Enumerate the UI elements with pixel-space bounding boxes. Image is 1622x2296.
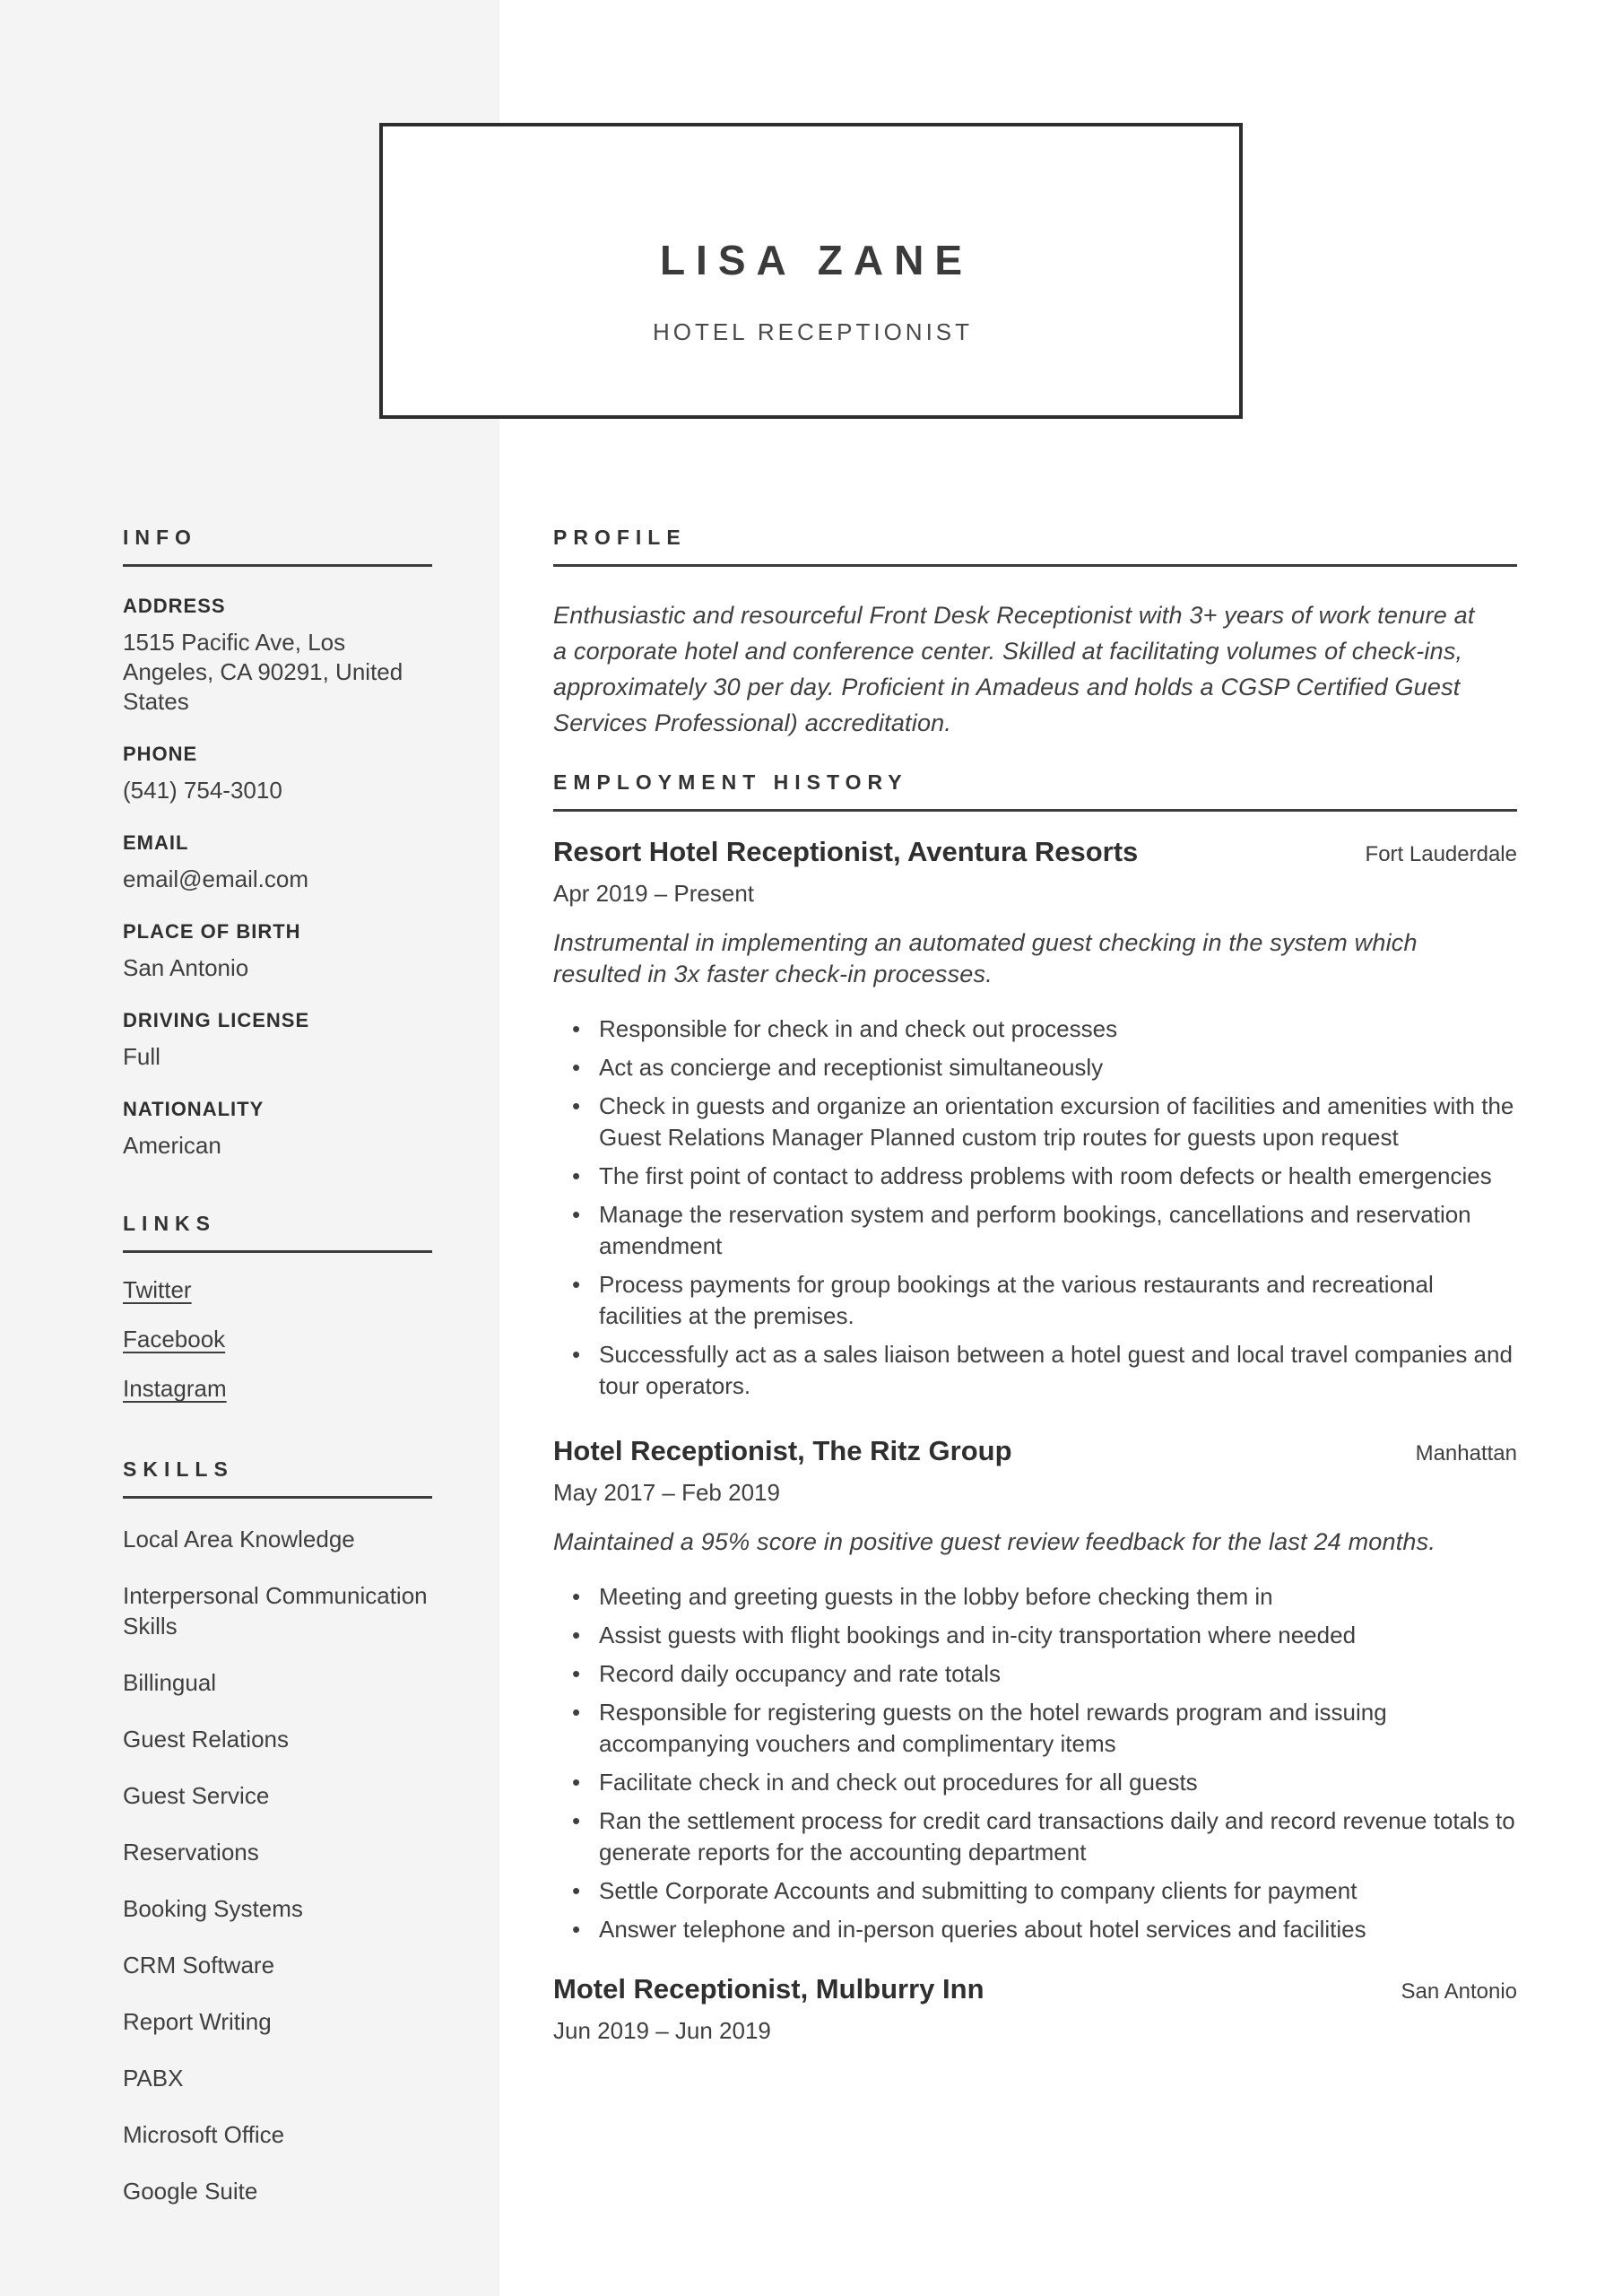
job-bullet (553, 1581, 1517, 1613)
bullet-text: Responsible for check in and check out processes (599, 1015, 1118, 1042)
job-bullet (553, 1767, 1517, 1798)
link-row (123, 1276, 432, 1326)
info-label: EMAIL (123, 831, 189, 854)
bullet-text: Successfully act as a sales liaison between a hotel guest and local travel companies and tour operators. (599, 1341, 1513, 1399)
job-bullet (553, 1805, 1517, 1868)
links-list (123, 1276, 432, 1424)
bullet-dot-icon: • (572, 1015, 581, 1042)
bullet-dot-icon: • (572, 1162, 581, 1189)
skill-item: Interpersonal Communication Skills (123, 1582, 428, 1639)
info-label: NATIONALITY (123, 1098, 265, 1120)
bullet-text: Settle Corporate Accounts and submitting to company clients for payment (599, 1877, 1357, 1904)
job-bullet (553, 1013, 1517, 1045)
profile-heading: PROFILE (553, 526, 687, 549)
info-label: PHONE (123, 743, 198, 765)
bullet-dot-icon: • (572, 1622, 581, 1648)
candidate-name: LISA ZANE (659, 236, 974, 283)
skill-item: Local Area Knowledge (123, 1526, 355, 1552)
bullet-text: Responsible for registering guests on the hotel rewards program and issuing accompanying vouchers and complimentary items (599, 1699, 1387, 1757)
bullet-text: Record daily occupancy and rate totals (599, 1660, 1002, 1687)
job-bullet (553, 1339, 1517, 1402)
job-bullets (553, 1581, 1517, 1945)
job-dates: May 2017 – Feb 2019 (553, 1479, 780, 1506)
main-column (553, 525, 1517, 2045)
info-group (123, 919, 432, 983)
skills-rule (123, 1496, 432, 1499)
job-bullet (553, 1269, 1517, 1332)
link-row (123, 1375, 432, 1424)
links-rule (123, 1250, 432, 1253)
employment-section (553, 770, 1517, 2045)
job-bullets (553, 1013, 1517, 1402)
link-row (123, 1326, 432, 1375)
job-location: San Antonio (1401, 1979, 1517, 2004)
profile-text: Enthusiastic and resourceful Front Desk Receptionist with 3+ years of work tenure at a corporate hotel and conference center. Skilled at facilitating volumes of check-ins, approximately 30 per day. Proficient in Amadeus and holds a CGSP Certified Guest Services Professional) accreditation. (553, 602, 1475, 736)
bullet-dot-icon: • (572, 1769, 581, 1796)
info-group (123, 1097, 432, 1161)
skill-item: Booking Systems (123, 1895, 303, 1922)
info-section (123, 525, 432, 1161)
bullet-dot-icon: • (572, 1583, 581, 1610)
skill-item: Reservations (123, 1839, 259, 1866)
info-label: PLACE OF BIRTH (123, 920, 301, 943)
job-title: Motel Receptionist, Mulburry Inn (553, 1973, 984, 2005)
job-location: Manhattan (1415, 1441, 1517, 1465)
bullet-text: Meeting and greeting guests in the lobby before checking them in (599, 1583, 1273, 1610)
bullet-dot-icon: • (572, 1699, 581, 1726)
name-header-box (379, 123, 1243, 419)
bullet-dot-icon: • (572, 1341, 581, 1368)
skills-section (123, 1457, 432, 2206)
employment-heading: EMPLOYMENT HISTORY (553, 770, 908, 794)
job-dates: Jun 2019 – Jun 2019 (553, 2017, 771, 2044)
job-entry (553, 1972, 1517, 2045)
candidate-role: HOTEL RECEPTIONIST (652, 317, 974, 345)
info-group (123, 1008, 432, 1072)
info-rule (123, 564, 432, 567)
bullet-text: The first point of contact to address problems with room defects or health emergencies (599, 1162, 1492, 1189)
bullet-text: Manage the reservation system and perform bookings, cancellations and reservation amendment (599, 1201, 1471, 1259)
job-bullet (553, 1091, 1517, 1153)
skill-item: Report Writing (123, 2008, 272, 2035)
bullet-text: Ran the settlement process for credit card transactions daily and record revenue totals to generate reports for the accounting department (599, 1807, 1515, 1866)
bullet-dot-icon: • (572, 1054, 581, 1081)
info-group (123, 594, 432, 717)
bullet-text: Assist guests with flight bookings and in-city transportation where needed (599, 1622, 1357, 1648)
job-bullet (553, 1052, 1517, 1083)
info-group (123, 742, 432, 805)
jobs-list (553, 835, 1517, 2045)
skill-item: Google Suite (123, 2178, 258, 2205)
skill-item: CRM Software (123, 1952, 275, 1979)
employment-rule (553, 809, 1517, 812)
job-summary: Instrumental in implementing an automated guest checking in the system which resulted in 3x faster check-in processes. (553, 929, 1418, 987)
bullet-text: Act as concierge and receptionist simultaneously (599, 1054, 1104, 1081)
info-label: ADDRESS (123, 595, 226, 617)
job-bullet (553, 1697, 1517, 1760)
skills-heading: SKILLS (123, 1457, 234, 1481)
bullet-dot-icon: • (572, 1916, 581, 1943)
info-value: San Antonio (123, 954, 249, 981)
bullet-dot-icon: • (572, 1092, 581, 1119)
job-title-row (553, 1434, 1517, 1471)
job-title: Hotel Receptionist, The Ritz Group (553, 1435, 1012, 1466)
links-heading: LINKS (123, 1212, 216, 1235)
info-heading: INFO (123, 526, 197, 549)
skill-item: Guest Relations (123, 1726, 289, 1752)
job-title-row (553, 1972, 1517, 2009)
profile-section (553, 525, 1517, 741)
social-link-facebook[interactable]: Facebook (123, 1326, 226, 1352)
social-link-instagram[interactable]: Instagram (123, 1375, 227, 1402)
info-value: Full (123, 1043, 160, 1070)
job-bullet (553, 1161, 1517, 1192)
info-value: email@email.com (123, 865, 308, 892)
job-bullet (553, 1199, 1517, 1262)
job-bullet (553, 1914, 1517, 1945)
job-bullet (553, 1875, 1517, 1907)
job-summary: Maintained a 95% score in positive guest review feedback for the last 24 months. (553, 1528, 1436, 1555)
info-value: 1515 Pacific Ave, Los Angeles, CA 90291, United States (123, 629, 403, 715)
bullet-dot-icon: • (572, 1807, 581, 1834)
job-bullet (553, 1658, 1517, 1690)
skill-item: PABX (123, 2065, 184, 2092)
bullet-text: Facilitate check in and check out procedures for all guests (599, 1769, 1198, 1796)
bullet-text: Answer telephone and in-person queries about hotel services and facilities (599, 1916, 1366, 1943)
info-value: American (123, 1132, 221, 1159)
job-entry (553, 835, 1517, 1402)
job-location: Fort Lauderdale (1365, 842, 1517, 866)
sidebar (123, 525, 432, 2232)
skill-item: Guest Service (123, 1782, 270, 1809)
links-section (123, 1211, 432, 1424)
bullet-dot-icon: • (572, 1660, 581, 1687)
info-group (123, 831, 432, 894)
info-list (123, 594, 432, 1161)
social-link-twitter[interactable]: Twitter (123, 1276, 192, 1303)
bullet-dot-icon: • (572, 1877, 581, 1904)
skill-item: Microsoft Office (123, 2121, 285, 2148)
bullet-text: Check in guests and organize an orientation excursion of facilities and amenities with the Guest Relations Manager Planned custom trip routes for guests upon request (599, 1092, 1514, 1151)
bullet-text: Process payments for group bookings at the various restaurants and recreational facilities at the premises. (599, 1271, 1434, 1329)
info-label: DRIVING LICENSE (123, 1009, 310, 1031)
profile-rule (553, 564, 1517, 567)
bullet-dot-icon: • (572, 1201, 581, 1228)
job-title-row (553, 835, 1517, 872)
job-title: Resort Hotel Receptionist, Aventura Resorts (553, 836, 1139, 867)
info-value: (541) 754-3010 (123, 777, 282, 804)
bullet-dot-icon: • (572, 1271, 581, 1298)
job-dates: Apr 2019 – Present (553, 880, 755, 907)
skills-list (123, 1524, 432, 2206)
job-entry (553, 1434, 1517, 1945)
job-bullet (553, 1620, 1517, 1651)
skill-item: Billingual (123, 1669, 217, 1696)
